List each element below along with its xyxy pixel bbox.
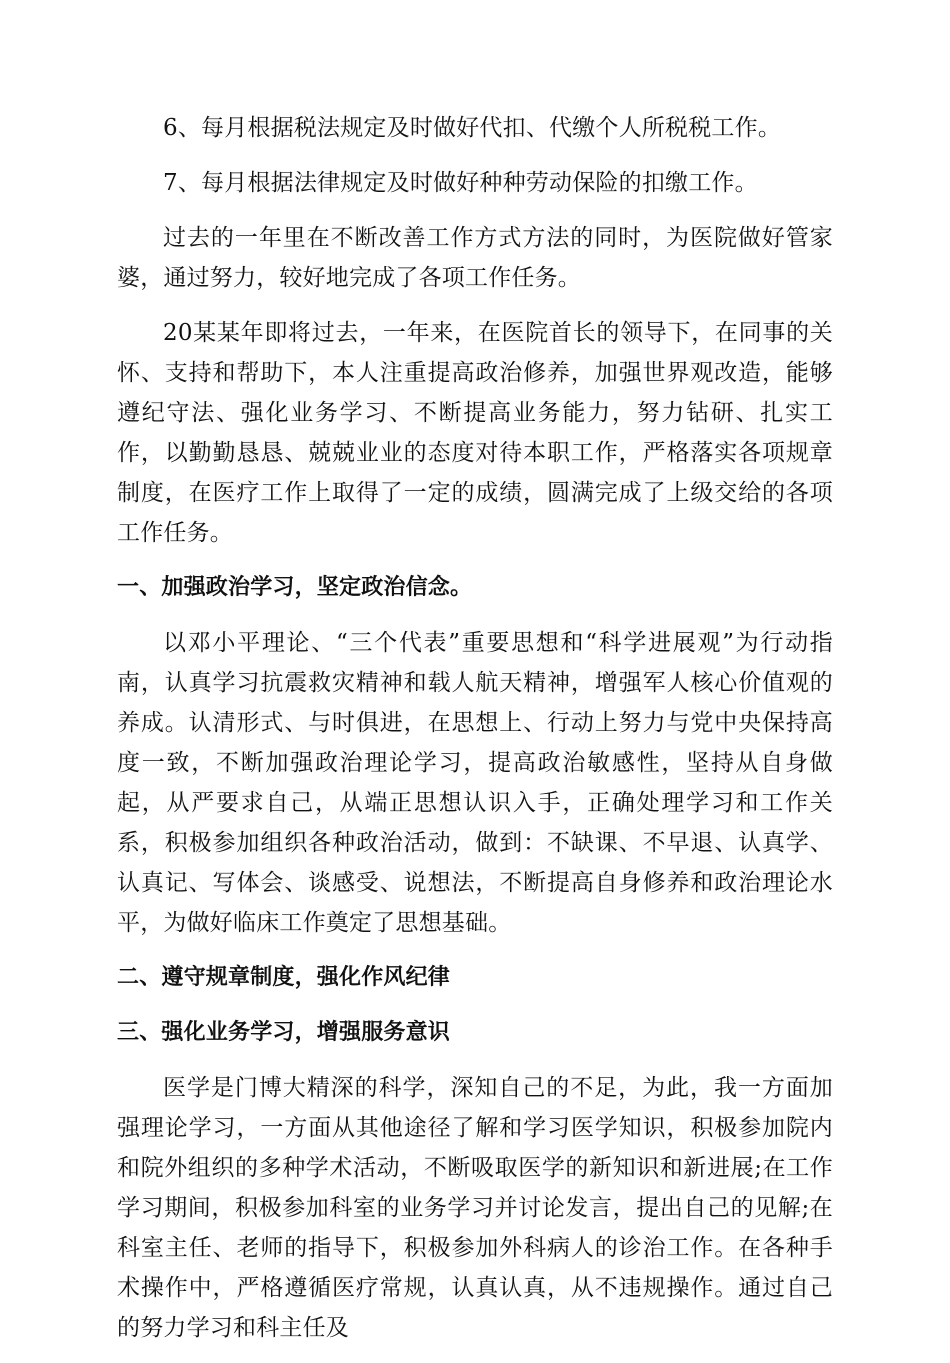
paragraph-intro: 20某某年即将过去，一年来，在医院首长的领导下，在同事的关怀、支持和帮助下，本人注重提高政治修养，加强世界观改造，能够遵纪守法、强化业务学习、不断提高业务能力，努力钻研、扎实工作，以勤勤恳恳、兢兢业业的态度对待本职工作，严格落实各项规章制度，在医疗工作上取得了一定的成绩，圆满完成了上级交给的各项工作任务。	[117, 320, 833, 546]
paragraph-business-study: 医学是门博大精深的科学，深知自己的不足，为此，我一方面加强理论学习，一方面从其他途径了解和学习医学知识，积极参加院内和院外组织的多种学术活动，不断吸取医学的新知识和新进展;在工作学习期间，积极参加科室的业务学习并讨论发言，提出自己的见解;在科室主任、老师的指导下，积极参加外科病人的诊治工作。在各种手术操作中，严格遵循医疗常规，认真认真，从不违规操作。通过自己的努力学习和科主任及	[117, 1075, 833, 1341]
paragraph-summary: 过去的一年里在不断改善工作方式方法的同时，为医院做好管家婆，通过努力，较好地完成了各项工作任务。	[117, 225, 833, 291]
paragraph-item-7: 7、每月根据法律规定及时做好种种劳动保险的扣缴工作。	[163, 170, 758, 196]
section-heading-1: 一、加强政治学习，坚定政治信念。	[117, 575, 473, 600]
paragraph-political-study: 以邓小平理论、“三个代表”重要思想和“科学进展观”为行动指南，认真学习抗震救灾精神和载人航天精神，增强军人核心价值观的养成。认清形式、与时俱进，在思想上、行动上努力与党中央保持高度一致，不断加强政治理论学习，提高政治敏感性，坚持从自身做起，从严要求自己，从端正思想认识入手，正确处理学习和工作关系，积极参加组织各种政治活动，做到：不缺课、不早退、认真学、认真记、写体会、谈感受、说想法，不断提高自身修养和政治理论水平，为做好临床工作奠定了思想基础。	[117, 630, 833, 936]
section-heading-3: 三、强化业务学习，增强服务意识	[117, 1020, 451, 1045]
paragraph-item-6: 6、每月根据税法规定及时做好代扣、代缴个人所税税工作。	[163, 115, 782, 141]
section-heading-2: 二、遵守规章制度，强化作风纪律	[117, 965, 451, 990]
document-body	[117, 108, 833, 1363]
